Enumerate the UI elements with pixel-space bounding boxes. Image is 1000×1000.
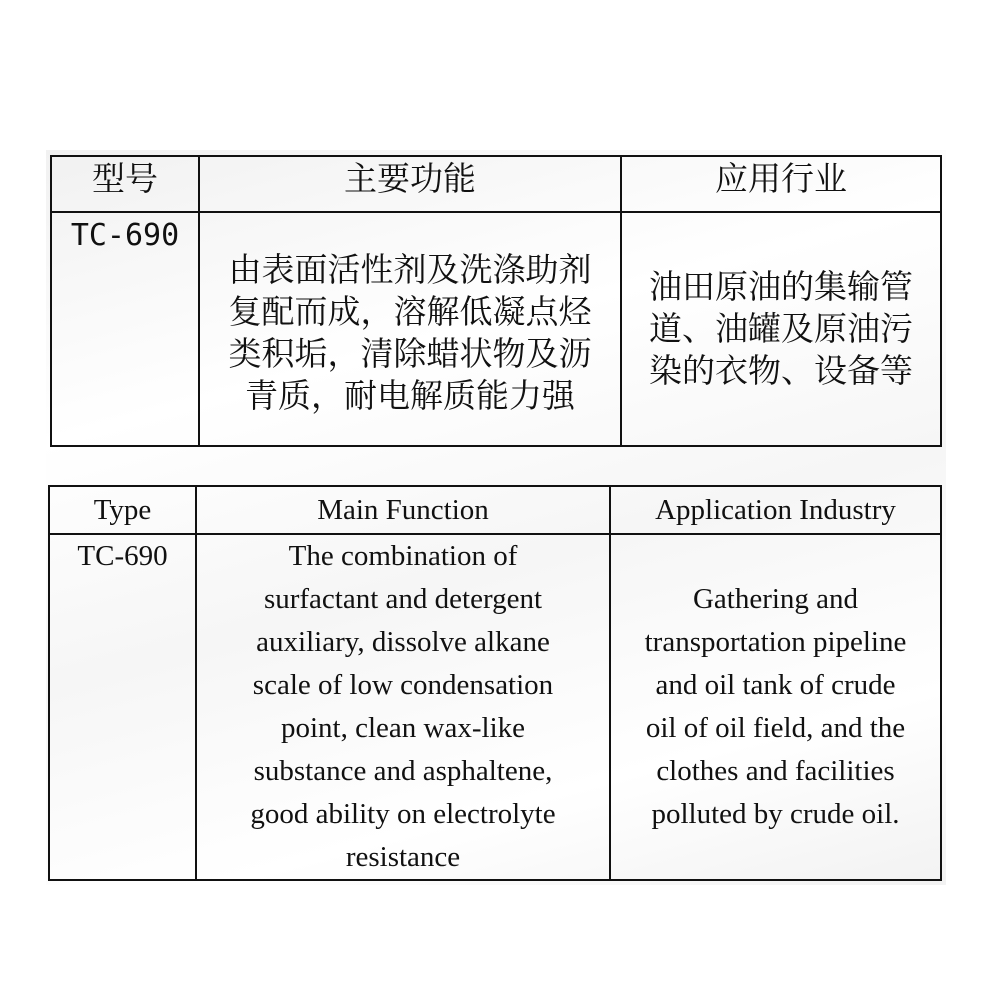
application-line: polluted by crude oil. <box>651 798 900 830</box>
application-line: clothes and facilities <box>656 755 895 787</box>
header-application-industry: Application Industry <box>610 486 941 534</box>
application-line: transportation pipeline <box>644 626 907 658</box>
function-line: The combination of <box>288 540 518 572</box>
function-line: 青质，耐电解质能力强 <box>245 376 575 415</box>
function-line: auxiliary, dissolve alkane <box>256 626 550 658</box>
cell-application-industry <box>610 534 941 880</box>
application-line: and oil tank of crude <box>655 669 896 701</box>
cell-main-function <box>199 212 621 446</box>
chinese-product-table <box>50 155 942 447</box>
application-line: oil of oil field, and the <box>645 712 906 744</box>
header-main-function: Main Function <box>196 486 610 534</box>
header-application-industry: 应用行业 <box>621 156 941 212</box>
function-line: scale of low condensation <box>252 669 554 701</box>
application-line: Gathering and <box>692 583 859 615</box>
english-product-table <box>48 485 942 881</box>
function-line: 由表面活性剂及洗涤助剂 <box>228 250 592 289</box>
application-line: 染的衣物、设备等 <box>649 351 913 390</box>
application-line: 道、油罐及原油污 <box>649 309 913 348</box>
table-header-row <box>49 486 941 534</box>
header-type: Type <box>49 486 196 534</box>
table-header-row <box>51 156 941 212</box>
cell-main-function <box>196 534 610 880</box>
header-main-function: 主要功能 <box>199 156 621 212</box>
function-line: surfactant and detergent <box>263 583 543 615</box>
cell-type: TC-690 <box>49 534 196 880</box>
function-line: 类积垢，清除蜡状物及沥 <box>228 334 592 373</box>
header-type: 型号 <box>51 156 199 212</box>
cell-type: TC-690 <box>51 212 199 446</box>
table-row <box>49 534 941 880</box>
table-row <box>51 212 941 446</box>
function-line: 复配而成，溶解低凝点烃 <box>228 292 592 331</box>
function-line: resistance <box>345 841 461 873</box>
function-line: point, clean wax-like <box>281 712 525 744</box>
function-line: good ability on electrolyte <box>250 798 556 830</box>
function-line: substance and asphaltene, <box>253 755 553 787</box>
cell-application-industry <box>621 212 941 446</box>
application-line: 油田原油的集输管 <box>649 267 913 306</box>
